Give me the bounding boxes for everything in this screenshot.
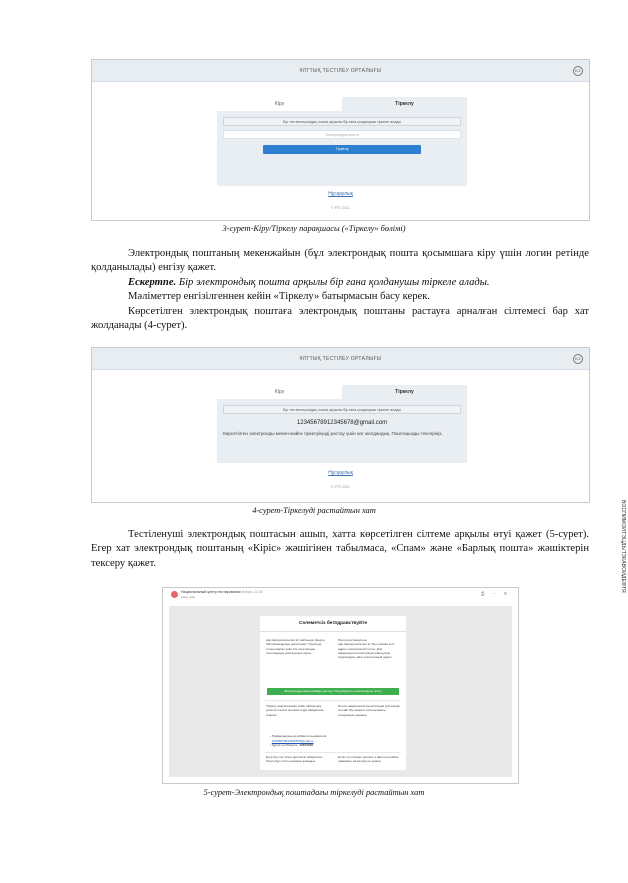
paragraph-4-text: Тестіленуші электрондық поштасын ашып, хатта көрсетілген сілтеме арқылы өтуі қажет (5-сурет). Егер хат электрондық поштаның «Кіріс» жәшігінен табылмаса, «Спам» және «Барлық пошта» жәшіктерін тексеру қажет.: [91, 529, 589, 569]
tab-login[interactable]: Кіру: [217, 385, 342, 399]
ru-column-intro: При регистрации на app.debug.testcenter.kz был указан этот адрес электронной почты. Для завершения регистрации вам нужно подтвердить ваш электронный адрес.: [338, 638, 395, 660]
note-paragraph: [91, 276, 589, 290]
copyright: © ҰТО 2021: [331, 485, 350, 489]
credential-login: • Пайдаланушы аты/Имя пользователя:: [270, 734, 327, 738]
site-header: [92, 60, 589, 82]
notice-banner: Бір тек электрондық пошта арқылы бір ғана қолданушы тіркеле алады: [223, 405, 461, 414]
sender-name-text: Национальный центр тестирования: [181, 590, 241, 594]
paragraph-4: [91, 528, 589, 571]
sent-email-address: 12345678912345678@gmail.com: [296, 420, 388, 426]
tab-bar: [217, 385, 467, 399]
help-link[interactable]: Нұсқаулық: [328, 191, 353, 197]
mail-header: [163, 588, 518, 602]
sender-name: [181, 590, 263, 594]
help-link[interactable]: Нұсқаулық: [328, 470, 353, 476]
note-label: Ескертпе.: [128, 277, 177, 288]
kz-column-after: Тіркелу аяқталғаннан кейін сайтқа кіру үшін Сіз келесі мәліметтерді пайдалана аласыз:: [266, 704, 324, 717]
figure-5-caption: 5-сурет-Электрондық поштадағы тіркелуді растайтын хат: [203, 788, 425, 797]
figure-4-caption: 4-сурет-Тіркелуді растайтын хат: [252, 506, 376, 515]
kz-column-intro: app.debug.testcenter.kz сайтында тіркеле бастағаныңызды көрсетеміз. Тіркелуді толық аяқтау үшін Сіз электронды поштаңызды растауыңыз керек.: [266, 638, 325, 655]
confirm-email-button[interactable]: Электронды мекен-жайды растау / Подтвердить электронную почту: [267, 688, 399, 695]
credential-login-value[interactable]: 12345678912345678@mail.ru: [271, 738, 314, 743]
divider: [265, 700, 401, 701]
registration-panel: [217, 97, 467, 186]
recipient-line: Кому: вам: [181, 595, 195, 599]
email-input[interactable]: Электрондық пошта: [223, 130, 461, 139]
paragraph-2: [91, 290, 589, 304]
paragraph-2-text: Мәліметтер енгізілгеннен кейін «Тіркелу» батырмасын басу керек.: [128, 291, 431, 302]
figure-5-email-screenshot: [162, 587, 519, 784]
copyright: © ҰТО 2021: [331, 206, 350, 210]
mail-card: [260, 616, 406, 770]
credential-password: • Құпия сөз/Пароль: 42873948: [270, 743, 314, 748]
figure-3-registration-page: [91, 59, 590, 221]
tab-bar: [217, 97, 467, 111]
ru-column-footer: Если это письмо пришло к вам по ошибке, нажимать на кнопку не нужно.: [338, 755, 400, 764]
divider: [265, 752, 401, 753]
paragraph-1-text: Электрондық поштаның мекенжайын (бұл электрондық пошта қосымшаға кіру үшін логин ретінде қолданылады) енгізу қажет.: [91, 248, 589, 274]
site-header: [92, 348, 589, 370]
credential-password-value: 42873948: [299, 743, 314, 748]
paragraph-3: [91, 305, 589, 334]
side-margin-text: ВОСПИМОИТЭЦДЬ/ТЗКАВОИДЕФТЯ: [620, 500, 626, 593]
note-text: Бір электрондық пошта арқылы бір ғана қолданушы тіркеле алады.: [178, 277, 490, 288]
sender-avatar: [171, 591, 178, 598]
language-button[interactable]: KZ: [573, 354, 583, 364]
figure-3-caption: 3-сурет-Кіру/Тіркелу парақшасы («Тіркелу» бөлімі): [222, 224, 406, 233]
credential-password-label: Құпия сөз/Пароль:: [271, 743, 299, 748]
site-title: ҰЛТТЫҚ ТЕСТІЛЕУ ОРТАЛЫҒЫ: [299, 356, 382, 362]
sender-time: Вчера, 11:28: [241, 590, 263, 594]
notice-banner: Бір тек электрондық пошта арқылы бір ғана қолданушы тіркеле алады: [223, 117, 461, 126]
paragraph-1: [91, 247, 589, 276]
tab-register[interactable]: Тіркелу: [342, 97, 467, 111]
mail-toolbar-icons[interactable]: ⎙ ⋯ ✕: [480, 591, 510, 596]
greeting: Сәлеметсіз бе!Здравствуйте: [260, 616, 406, 632]
confirmation-panel: [217, 385, 467, 463]
site-title: ҰЛТТЫҚ ТЕСТІЛЕУ ОРТАЛЫҒЫ: [299, 68, 382, 74]
sent-message: Көрсетілген электронды мекен-жайға тіркелуіңізді растау үшін хат жолдандық. Поштаңызды тексеріңіз.: [223, 431, 443, 436]
language-button[interactable]: KZ: [573, 66, 583, 76]
figure-4-confirmation-page: [91, 347, 590, 503]
paragraph-3-text: Көрсетілген электрондық поштаға электрондық поштаны растауға арналған сілтемесі бар хат жолданады (4-сурет).: [91, 306, 589, 332]
ru-column-after: После завершения регистрации для входа на сайт Вы можете использовать следующие данные:: [338, 704, 400, 717]
credentials: [270, 734, 327, 748]
tab-login[interactable]: Кіру: [217, 97, 342, 111]
tab-register[interactable]: Тіркелу: [342, 385, 467, 399]
kz-column-footer: Егер бұл хат Сізге қателесіп жіберілген болса бұл хатты назарға алмаңыз.: [266, 755, 323, 764]
register-button[interactable]: Тіркелу: [263, 145, 421, 154]
credential-login-label: Пайдаланушы аты/Имя пользователя:: [271, 734, 327, 738]
